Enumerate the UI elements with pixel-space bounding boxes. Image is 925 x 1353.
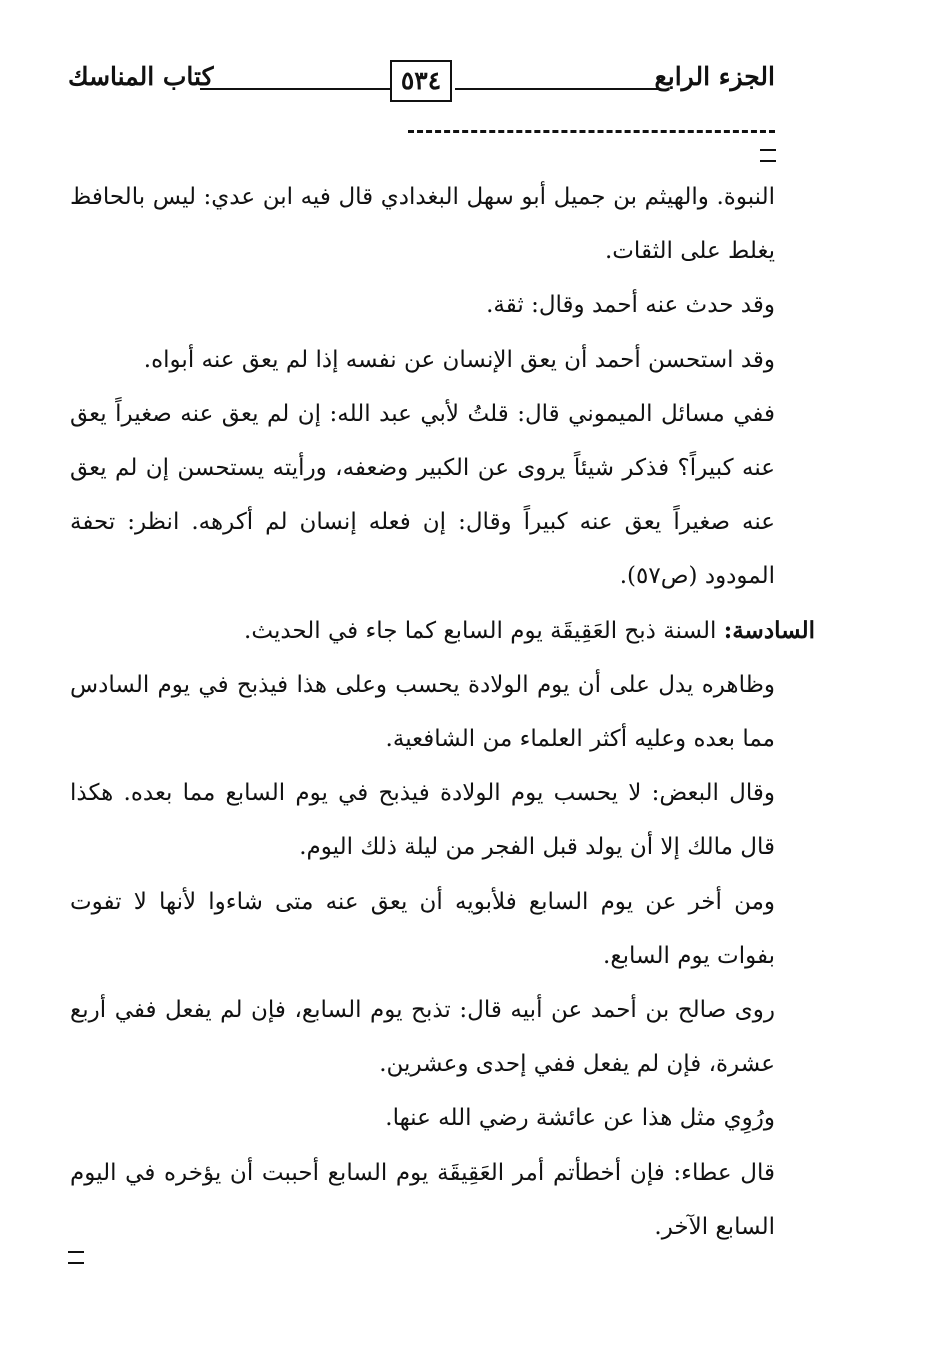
paragraph: وقال البعض: لا يحسب يوم الولادة فيذبح في يوم السابع مما بعده. هكذا قال مالك إلا أن يولد قبل الفجر من ليلة ذلك اليوم. (70, 780, 775, 861)
header-part-title: الجزء الرابع (654, 62, 775, 91)
paragraph: روى صالح بن أحمد عن أبيه قال: تذبح يوم السابع، فإن لم يفعل ففي أربع عشرة، فإن لم يفعل ففي إحدى وعشرين. (70, 997, 775, 1078)
header-dashed-rule (408, 130, 775, 133)
paragraph: النبوة. والهيثم بن جميل أبو سهل البغدادي قال فيه ابن عدي: ليس بالحافظ يغلط على الثقات. (70, 184, 775, 265)
paragraph: وقد حدث عنه أحمد وقال: ثقة. (486, 292, 775, 319)
body-text (70, 170, 815, 1254)
paragraph: ومن أخر عن يوم السابع فلأبويه أن يعق عنه متى شاءوا لأنها لا تفوت بفوات يوم السابع. (70, 888, 775, 969)
header-book-title: كتاب المناسك (68, 62, 214, 91)
section-lead: السادسة: (723, 616, 815, 644)
header-rule-left (200, 88, 390, 90)
paragraph: ورُوِي مثل هذا عن عائشة رضي الله عنها. (385, 1105, 775, 1132)
page-number: ٥٣٤ (390, 60, 452, 102)
paragraph: ففي مسائل الميموني قال: قلتُ لأبي عبد الله: إن لم يعق عنه صغيراً يعق عنه كبيراً؟ فذكر شيئاً يروى عن الكبير وضعفه، ورأيته يستحسن إن لم يعق عنه صغيراً يعق عنه كبيراً وقال: إن فعله إنسان لم أكرهه. انظر: تحفة المودود (ص٥٧). (70, 400, 775, 590)
continuation-mark-bottom (68, 1251, 84, 1264)
paragraph: قال عطاء: فإن أخطأتم أمر العَقِيقَة يوم السابع أحببت أن يؤخره في اليوم السابع الآخر. (70, 1159, 775, 1240)
header-rule-right (455, 88, 660, 90)
paragraph: وظاهره يدل على أن يوم الولادة يحسب وعلى هذا فيذبح في يوم السادس مما بعده وعليه أكثر العلماء من الشافعية. (70, 671, 775, 753)
continuation-mark-top (760, 149, 776, 162)
paragraph: وقد استحسن أحمد أن يعق الإنسان عن نفسه إذا لم يعق عنه أبواه. (143, 346, 775, 373)
paragraph-section-heading: السادسة: السنة ذبح العَقِيقَة يوم السابع كما جاء في الحديث. (244, 616, 815, 644)
